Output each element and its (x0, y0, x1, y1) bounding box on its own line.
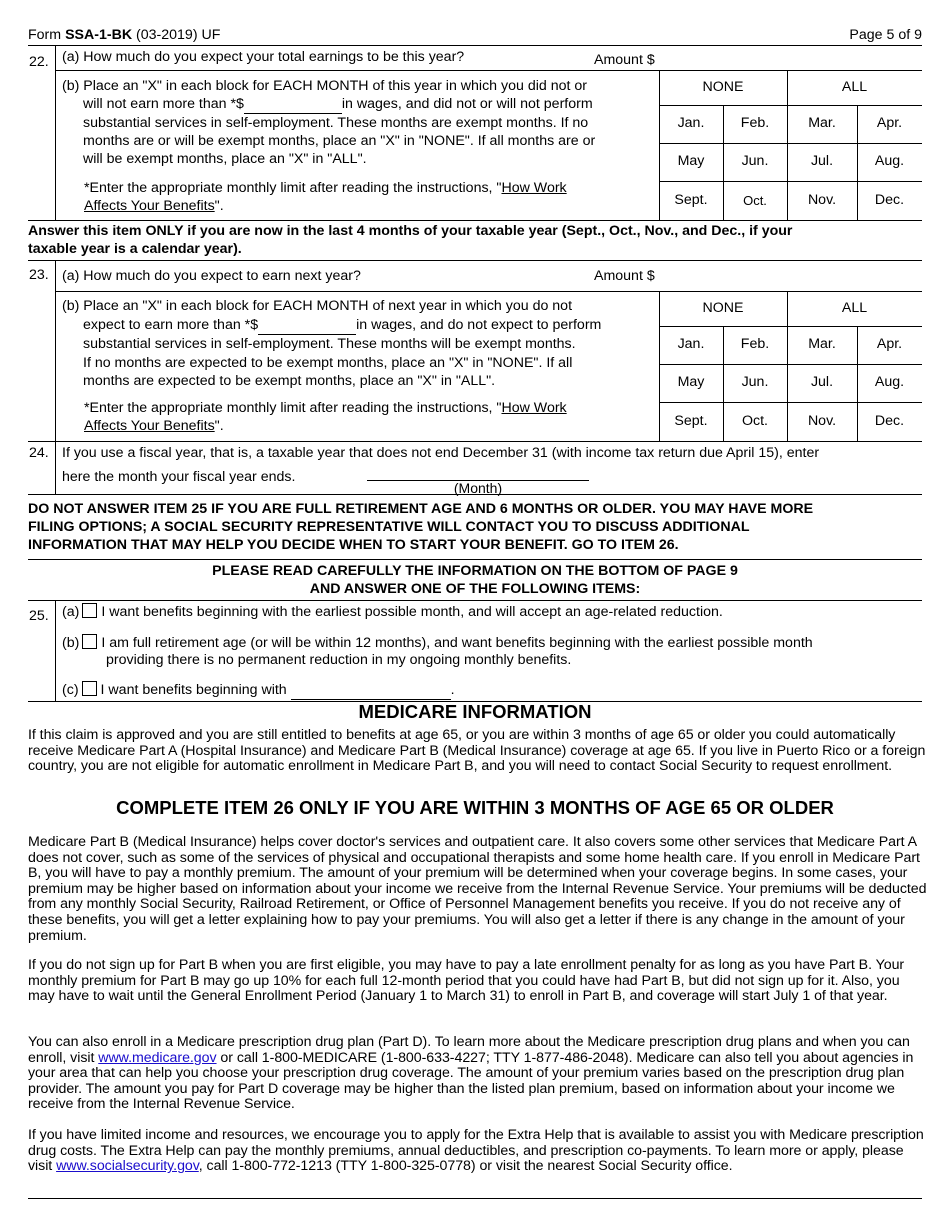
divider (55, 441, 56, 494)
how-work-link[interactable]: How Work (501, 400, 567, 416)
month-cell[interactable]: Nov. (807, 412, 837, 429)
please-read-line: PLEASE READ CAREFULLY THE INFORMATION ON THE BOTTOM OF PAGE 9 (212, 563, 738, 579)
medicare-part-d-paragraph (28, 1035, 928, 1113)
month-cell[interactable]: Dec. (874, 191, 905, 208)
month-cell[interactable]: Feb. (740, 336, 770, 353)
item23a-amount-field[interactable] (664, 264, 920, 288)
item22a-amount-field[interactable] (664, 47, 920, 69)
item24-number: 24. (29, 445, 49, 461)
month-all[interactable]: ALL (841, 78, 868, 95)
month-cell[interactable]: Mar. (808, 115, 836, 132)
paragraph-text: You can also enroll in a Medicare prescription drug plan (Part D). To learn more about the Medicare prescription drug plans and when you can enroll, visit (28, 1034, 910, 1066)
month-cell[interactable]: Jul. (810, 374, 834, 391)
month-cell[interactable]: Aug. (874, 153, 905, 170)
warning-line: INFORMATION THAT MAY HELP YOU DECIDE WHEN TO START YOUR BENEFIT. GO TO ITEM 26. (28, 537, 679, 553)
item22b-line-part: will not earn more than *$ (83, 96, 244, 112)
item22a-question: (a) How much do you expect your total earnings to be this year? (62, 49, 465, 65)
month-cell[interactable]: Jun. (741, 374, 769, 391)
item25c-checkbox[interactable] (82, 681, 97, 696)
item25c-end: . (450, 682, 455, 698)
month-cell[interactable]: Sept. (674, 191, 708, 208)
item25c-text: I want benefits beginning with (100, 682, 287, 698)
item25b-text: I am full retirement age (or will be within 12 months), and want benefits beginning with the earliest possible month (101, 635, 813, 651)
divider (28, 45, 922, 46)
item25b-checkbox[interactable] (82, 634, 97, 649)
paragraph-text: or call 1-800-MEDICARE (1-800-633-4227; TTY 1-877-486-2048). Medicare can also tell you about agencies in your area that can help you choose your prescription drug coverage. The amount of your premium varies based on the prescription drug plan provider. The amount you pay for Part D coverage may be higher than the listed plan premium, based on information about your income we receive from the Internal Revenue Service. (28, 1049, 914, 1113)
paragraph-text: If you have limited income and resources, we encourage you to apply for the Extra Help that is available to assist you with Medicare prescription drug costs. The Extra Help can pay the monthly premiums, annual deductibles, and prescription co-payments. To learn more or apply, please visit (28, 1127, 924, 1175)
divider (28, 494, 922, 495)
how-work-link[interactable]: Affects Your Benefits (84, 198, 215, 214)
item23b-line (62, 316, 657, 336)
month-cell[interactable]: Jan. (677, 115, 705, 132)
medicare-heading: MEDICARE INFORMATION (358, 701, 592, 722)
please-read-notice (28, 562, 922, 598)
item23b-line-part: in wages, and do not expect to perform (356, 316, 602, 333)
item25b-option (62, 634, 922, 669)
fiscal-month-caption: (Month) (453, 480, 503, 496)
item25b-text: providing there is no permanent reduction in my ongoing monthly benefits. (106, 652, 572, 669)
item25c-label: (c) (62, 682, 79, 698)
item23b-text (62, 297, 657, 391)
item23a-amount-label: Amount $ (594, 268, 655, 284)
item23-number: 23. (29, 267, 49, 283)
divider (55, 261, 56, 441)
item22b-line: (b) Place an "X" in each block for EACH MONTH of this year in which you did not or (62, 78, 587, 94)
paragraph-text: , call 1-800-772-1213 (TTY 1-800-325-0778) or visit the nearest Social Security office. (198, 1158, 733, 1175)
month-cell[interactable]: Aug. (874, 374, 905, 391)
month-cell[interactable]: Dec. (874, 412, 905, 429)
item22b-note (84, 179, 654, 215)
item22a-amount-label: Amount $ (594, 52, 655, 68)
month-cell[interactable]: May (677, 374, 705, 391)
item22b-line: months are or will be exempt months, place an "X" in "NONE". If all months are or (83, 133, 596, 149)
item25a-label: (a) (62, 604, 80, 620)
month-cell[interactable]: Oct. (743, 192, 767, 208)
item25-number: 25. (29, 608, 49, 624)
warning-line: FILING OPTIONS; A SOCIAL SECURITY REPRESENTATIVE WILL CONTACT YOU TO DISCUSS ADDITIONAL (28, 519, 750, 535)
medicare-gov-link[interactable]: www.medicare.gov (98, 1049, 217, 1066)
form-date: (03-2019) UF (136, 27, 221, 43)
note-text: ". (214, 198, 224, 214)
month-cell[interactable]: May (677, 153, 705, 170)
item23b-line: If no months are expected to be exempt months, place an "X" in "NONE". If all (83, 354, 573, 371)
item23b-note (84, 399, 654, 435)
item25c-month-field[interactable] (291, 682, 451, 700)
form-id: SSA-1-BK (65, 27, 133, 43)
month-cell[interactable]: Feb. (740, 115, 770, 132)
divider (28, 220, 922, 221)
medicare-part-b-paragraph: Medicare Part B (Medical Insurance) helps cover doctor's services and outpatient care. It also covers some other services that Medicare Part A does not cover, such as some of the services of physical and occupational therapists and some home health care. If you enroll in Medicare Part B, you will have to pay a monthly premium. The amount of your premium will be determined when your coverage begins. In some cases, your premium may be higher based on information about your income we receive from the Internal Revenue Service. Your premiums will be deducted from any monthly Social Security, Railroad Retirement, or Office of Personnel Management benefits you receive. If you do not receive any of these benefits, you will get a letter explaining how to pay your premiums. You will also get a letter if there is any change in the amount of your premium. (28, 834, 927, 944)
month-all[interactable]: ALL (841, 299, 868, 316)
divider (28, 1198, 922, 1199)
socialsecurity-gov-link[interactable]: www.socialsecurity.gov (56, 1158, 199, 1175)
medicare-subheading: COMPLETE ITEM 26 ONLY IF YOU ARE WITHIN 3 MONTHS OF AGE 65 OR OLDER (116, 797, 834, 818)
note-text: ". (214, 418, 224, 434)
item24-line1: If you use a fiscal year, that is, a taxable year that does not end December 31 (with income tax return due April 15), enter (62, 445, 820, 461)
form-prefix: Form (28, 27, 62, 43)
month-cell[interactable]: Apr. (876, 115, 903, 132)
how-work-link[interactable]: Affects Your Benefits (84, 418, 215, 434)
item22b-line (62, 95, 657, 114)
item23b-limit-field[interactable] (258, 316, 356, 336)
item25-warning (28, 500, 928, 554)
page-number: Page 5 of 9 (849, 27, 922, 43)
medicare-penalty-paragraph: If you do not sign up for Part B when you are first eligible, you may have to pay a late enrollment penalty for as long as you have Part B. Your monthly premium for Part B may go up 10% for each full 12-month period that you could have had Part B, but did not sign up for it. Also, you may have to wait until the General Enrollment Period (January 1 to March 31) to enroll in Part B, and coverage will start July 1 of that year. (28, 957, 905, 1005)
divider (28, 260, 922, 261)
month-cell[interactable]: Sept. (674, 412, 708, 429)
please-read-line: AND ANSWER ONE OF THE FOLLOWING ITEMS: (309, 581, 641, 597)
answer-note (28, 222, 928, 258)
month-cell[interactable]: Mar. (808, 336, 836, 353)
month-cell[interactable]: Apr. (876, 336, 903, 353)
item23b-line: substantial services in self-employment. These months will be exempt months. (83, 336, 576, 352)
form-header (28, 27, 220, 44)
how-work-link[interactable]: How Work (501, 180, 567, 196)
item25b-label: (b) (62, 635, 80, 651)
item24-line2: here the month your fiscal year ends. (62, 469, 296, 485)
item22b-text (62, 77, 657, 168)
note-text: *Enter the appropriate monthly limit after reading the instructions, " (84, 400, 502, 416)
extra-help-paragraph (28, 1128, 928, 1175)
item23b-line: (b) Place an "X" in each block for EACH MONTH of next year in which you do not (62, 298, 573, 314)
answer-note-line: taxable year is a calendar year). (28, 241, 242, 257)
month-none[interactable]: NONE (702, 299, 744, 316)
month-cell[interactable]: Jun. (741, 153, 769, 170)
item23b-line-part: expect to earn more than *$ (83, 316, 259, 333)
item25a-text: I want benefits beginning with the earliest possible month, and will accept an age-related reduction. (101, 604, 723, 620)
item23a-question: (a) How much do you expect to earn next year? (62, 268, 361, 284)
divider (55, 45, 56, 220)
divider (55, 600, 56, 701)
medicare-intro: If this claim is approved and you are still entitled to benefits at age 65, or you are within 3 months of age 65 or older you could automatically receive Medicare Part A (Hospital Insurance) and Medicare Part B (Medical Insurance) coverage at age 65. If you live in Puerto Rico or a foreign country, you are not eligible for automatic enrollment in Medicare Part B, and you will need to contact Social Security to request enrollment. (28, 727, 926, 775)
item22b-line: substantial services in self-employment. These months are exempt months. If no (83, 115, 589, 131)
item23b-line: months are expected to be exempt months, place an "X" in "ALL". (83, 373, 496, 389)
divider (28, 441, 922, 442)
month-none[interactable]: NONE (702, 78, 744, 95)
item22b-limit-field[interactable] (244, 95, 342, 114)
item25c-option (62, 681, 455, 700)
divider (28, 559, 922, 560)
warning-line: DO NOT ANSWER ITEM 25 IF YOU ARE FULL RETIREMENT AGE AND 6 MONTHS OR OLDER. YOU MAY HAVE MORE (28, 501, 814, 517)
month-cell[interactable]: Jul. (810, 153, 834, 170)
month-cell[interactable]: Nov. (807, 191, 837, 208)
note-text: *Enter the appropriate monthly limit after reading the instructions, " (84, 180, 502, 196)
item22b-line-part: in wages, and did not or will not perform (341, 96, 593, 112)
item22b-line: will be exempt months, place an "X" in "ALL". (83, 151, 367, 167)
item25a-checkbox[interactable] (82, 603, 97, 618)
divider (28, 600, 922, 601)
item22-number: 22. (29, 54, 49, 70)
item25a-option (62, 603, 723, 621)
month-cell[interactable]: Jan. (677, 336, 705, 353)
month-cell[interactable]: Oct. (741, 412, 768, 429)
answer-note-line: Answer this item ONLY if you are now in the last 4 months of your taxable year (Sept., Oct., Nov., and Dec., if your (28, 223, 793, 239)
item25b-line (62, 634, 922, 652)
